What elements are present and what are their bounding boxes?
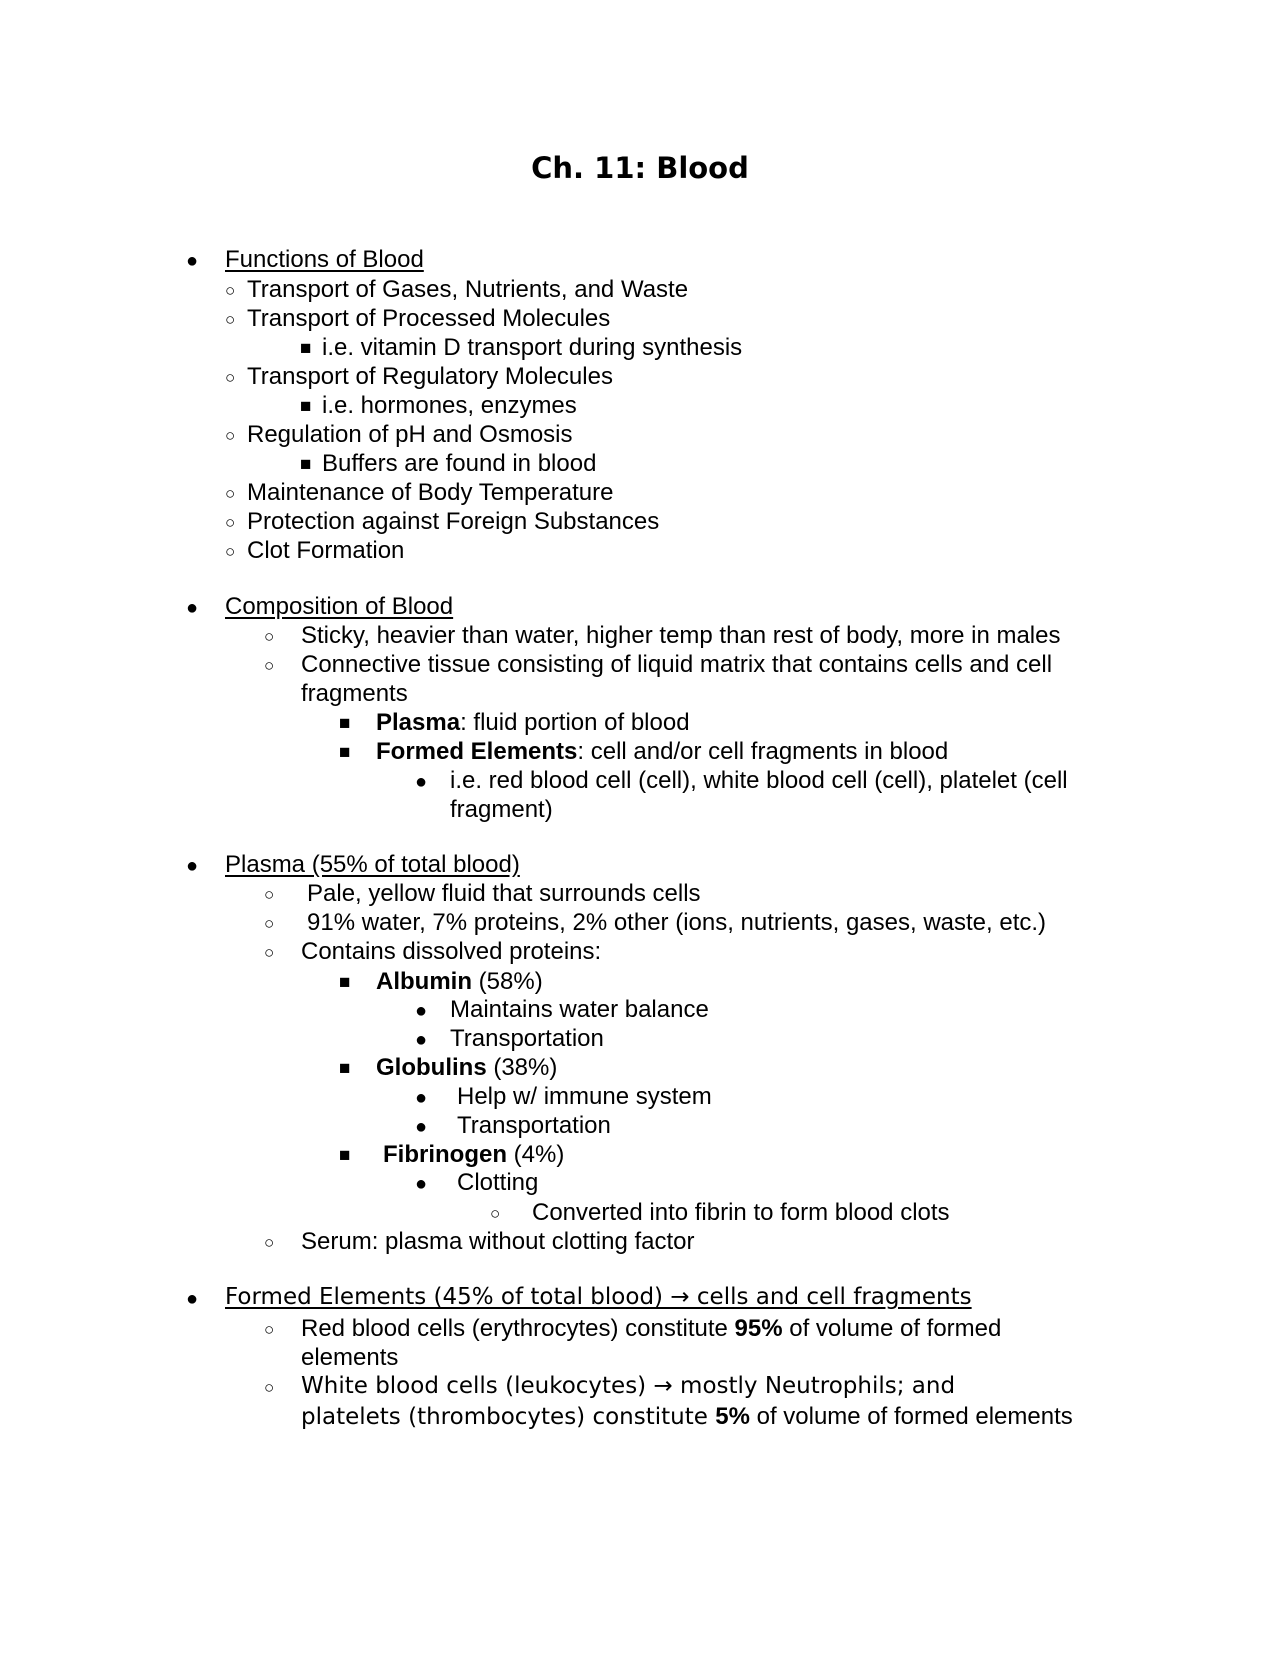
bullet-square: ■ — [300, 454, 312, 475]
bullet-circle: ○ — [264, 1320, 275, 1339]
list-item: Transport of Regulatory Molecules — [247, 363, 613, 390]
percent-95: 95% — [734, 1315, 783, 1342]
term-formed-elements: Formed Elements — [376, 738, 578, 765]
list-item: Transportation — [457, 1112, 611, 1139]
bullet-dot: ● — [415, 1000, 428, 1022]
list-item: i.e. hormones, enzymes — [322, 392, 577, 419]
bullet-circle: ○ — [225, 542, 236, 561]
list-item — [376, 967, 543, 996]
term-albumin: Albumin — [376, 968, 472, 995]
bullet-dot: ● — [186, 597, 199, 619]
list-item-continuation: elements — [301, 1344, 399, 1371]
term-percent: (4%) — [506, 1141, 565, 1168]
composition-heading: Composition of Blood — [225, 593, 454, 620]
list-item: Sticky, heavier than water, higher temp than rest of body, more in males — [301, 622, 1061, 649]
bullet-circle: ○ — [264, 885, 275, 904]
list-item: Protection against Foreign Substances — [247, 508, 660, 535]
list-item — [383, 1140, 564, 1169]
list-item: Contains dissolved proteins: — [301, 938, 602, 965]
bullet-circle: ○ — [225, 310, 236, 329]
list-item: Pale, yellow fluid that surrounds cells — [307, 880, 701, 907]
bullet-circle: ○ — [225, 426, 236, 445]
page-title: Ch. 11: Blood — [531, 151, 749, 185]
list-item: White blood cells (leukocytes) → mostly Neutrophils; and — [301, 1373, 956, 1399]
list-item — [376, 1053, 557, 1082]
bullet-dot: ● — [415, 1029, 428, 1051]
term-percent: (38%) — [486, 1054, 558, 1081]
list-item-continuation: fragment) — [450, 796, 553, 823]
percent-5: 5% — [715, 1403, 750, 1430]
functions-heading: Functions of Blood — [225, 246, 424, 273]
bullet-dot: ● — [186, 250, 199, 272]
bullet-circle: ○ — [264, 656, 275, 675]
list-item: Maintenance of Body Temperature — [247, 479, 614, 506]
bullet-square: ■ — [300, 396, 312, 417]
bullet-square: ■ — [339, 742, 351, 763]
list-item: Transport of Processed Molecules — [247, 305, 611, 332]
list-item: Converted into fibrin to form blood clots — [532, 1199, 950, 1226]
bullet-dot: ● — [415, 771, 428, 793]
bullet-square: ■ — [339, 1058, 351, 1079]
list-item: Maintains water balance — [450, 996, 709, 1023]
term-percent: (58%) — [472, 968, 543, 995]
list-item: Clot Formation — [247, 537, 405, 564]
bullet-circle: ○ — [264, 914, 275, 933]
term-definition: : fluid portion of blood — [460, 709, 690, 736]
bullet-circle: ○ — [264, 627, 275, 646]
bullet-square: ■ — [339, 972, 351, 993]
list-item: Connective tissue consisting of liquid matrix that contains cells and cell — [301, 651, 1053, 678]
term-definition: : cell and/or cell fragments in blood — [577, 738, 949, 765]
bullet-dot: ● — [415, 1116, 428, 1138]
list-item: 91% water, 7% proteins, 2% other (ions, nutrients, gases, waste, etc.) — [307, 909, 1047, 936]
list-item: Help w/ immune system — [457, 1083, 712, 1110]
list-item-continuation: fragments — [301, 680, 408, 707]
plasma-heading: Plasma (55% of total blood) — [225, 851, 520, 878]
bullet-square: ■ — [339, 713, 351, 734]
bullet-square: ■ — [339, 1145, 351, 1166]
list-item — [376, 737, 948, 766]
list-item-continuation — [301, 1402, 1073, 1432]
formed-heading: Formed Elements (45% of total blood) → cells and cell fragments — [225, 1284, 972, 1310]
term-fibrinogen: Fibrinogen — [383, 1141, 507, 1168]
list-item: Regulation of pH and Osmosis — [247, 421, 573, 448]
bullet-circle: ○ — [264, 1378, 275, 1397]
bullet-circle: ○ — [490, 1204, 501, 1223]
bullet-dot: ● — [186, 855, 199, 877]
list-item: Clotting — [457, 1169, 539, 1196]
bullet-circle: ○ — [225, 368, 236, 387]
text-run: of volume of formed elements — [749, 1403, 1073, 1430]
list-item: Transportation — [450, 1025, 604, 1052]
bullet-circle: ○ — [264, 943, 275, 962]
bullet-dot: ● — [186, 1288, 199, 1310]
list-item: Buffers are found in blood — [322, 450, 597, 477]
bullet-circle: ○ — [225, 281, 236, 300]
bullet-dot: ● — [415, 1173, 428, 1195]
bullet-dot: ● — [415, 1087, 428, 1109]
text-run: of volume of formed — [782, 1315, 1002, 1342]
bullet-square: ■ — [300, 338, 312, 359]
list-item: i.e. vitamin D transport during synthesis — [322, 334, 743, 361]
text-run: platelets (thrombocytes) constitute — [301, 1404, 716, 1430]
list-item — [301, 1314, 1001, 1343]
term-globulins: Globulins — [376, 1054, 487, 1081]
bullet-circle: ○ — [225, 513, 236, 532]
text-run: Red blood cells (erythrocytes) constitute — [301, 1315, 735, 1342]
bullet-circle: ○ — [225, 484, 236, 503]
list-item — [376, 708, 690, 737]
list-item: Serum: plasma without clotting factor — [301, 1228, 695, 1255]
term-plasma: Plasma — [376, 709, 461, 736]
list-item: Transport of Gases, Nutrients, and Waste — [247, 276, 689, 303]
list-item: i.e. red blood cell (cell), white blood cell (cell), platelet (cell — [450, 767, 1068, 794]
bullet-circle: ○ — [264, 1233, 275, 1252]
